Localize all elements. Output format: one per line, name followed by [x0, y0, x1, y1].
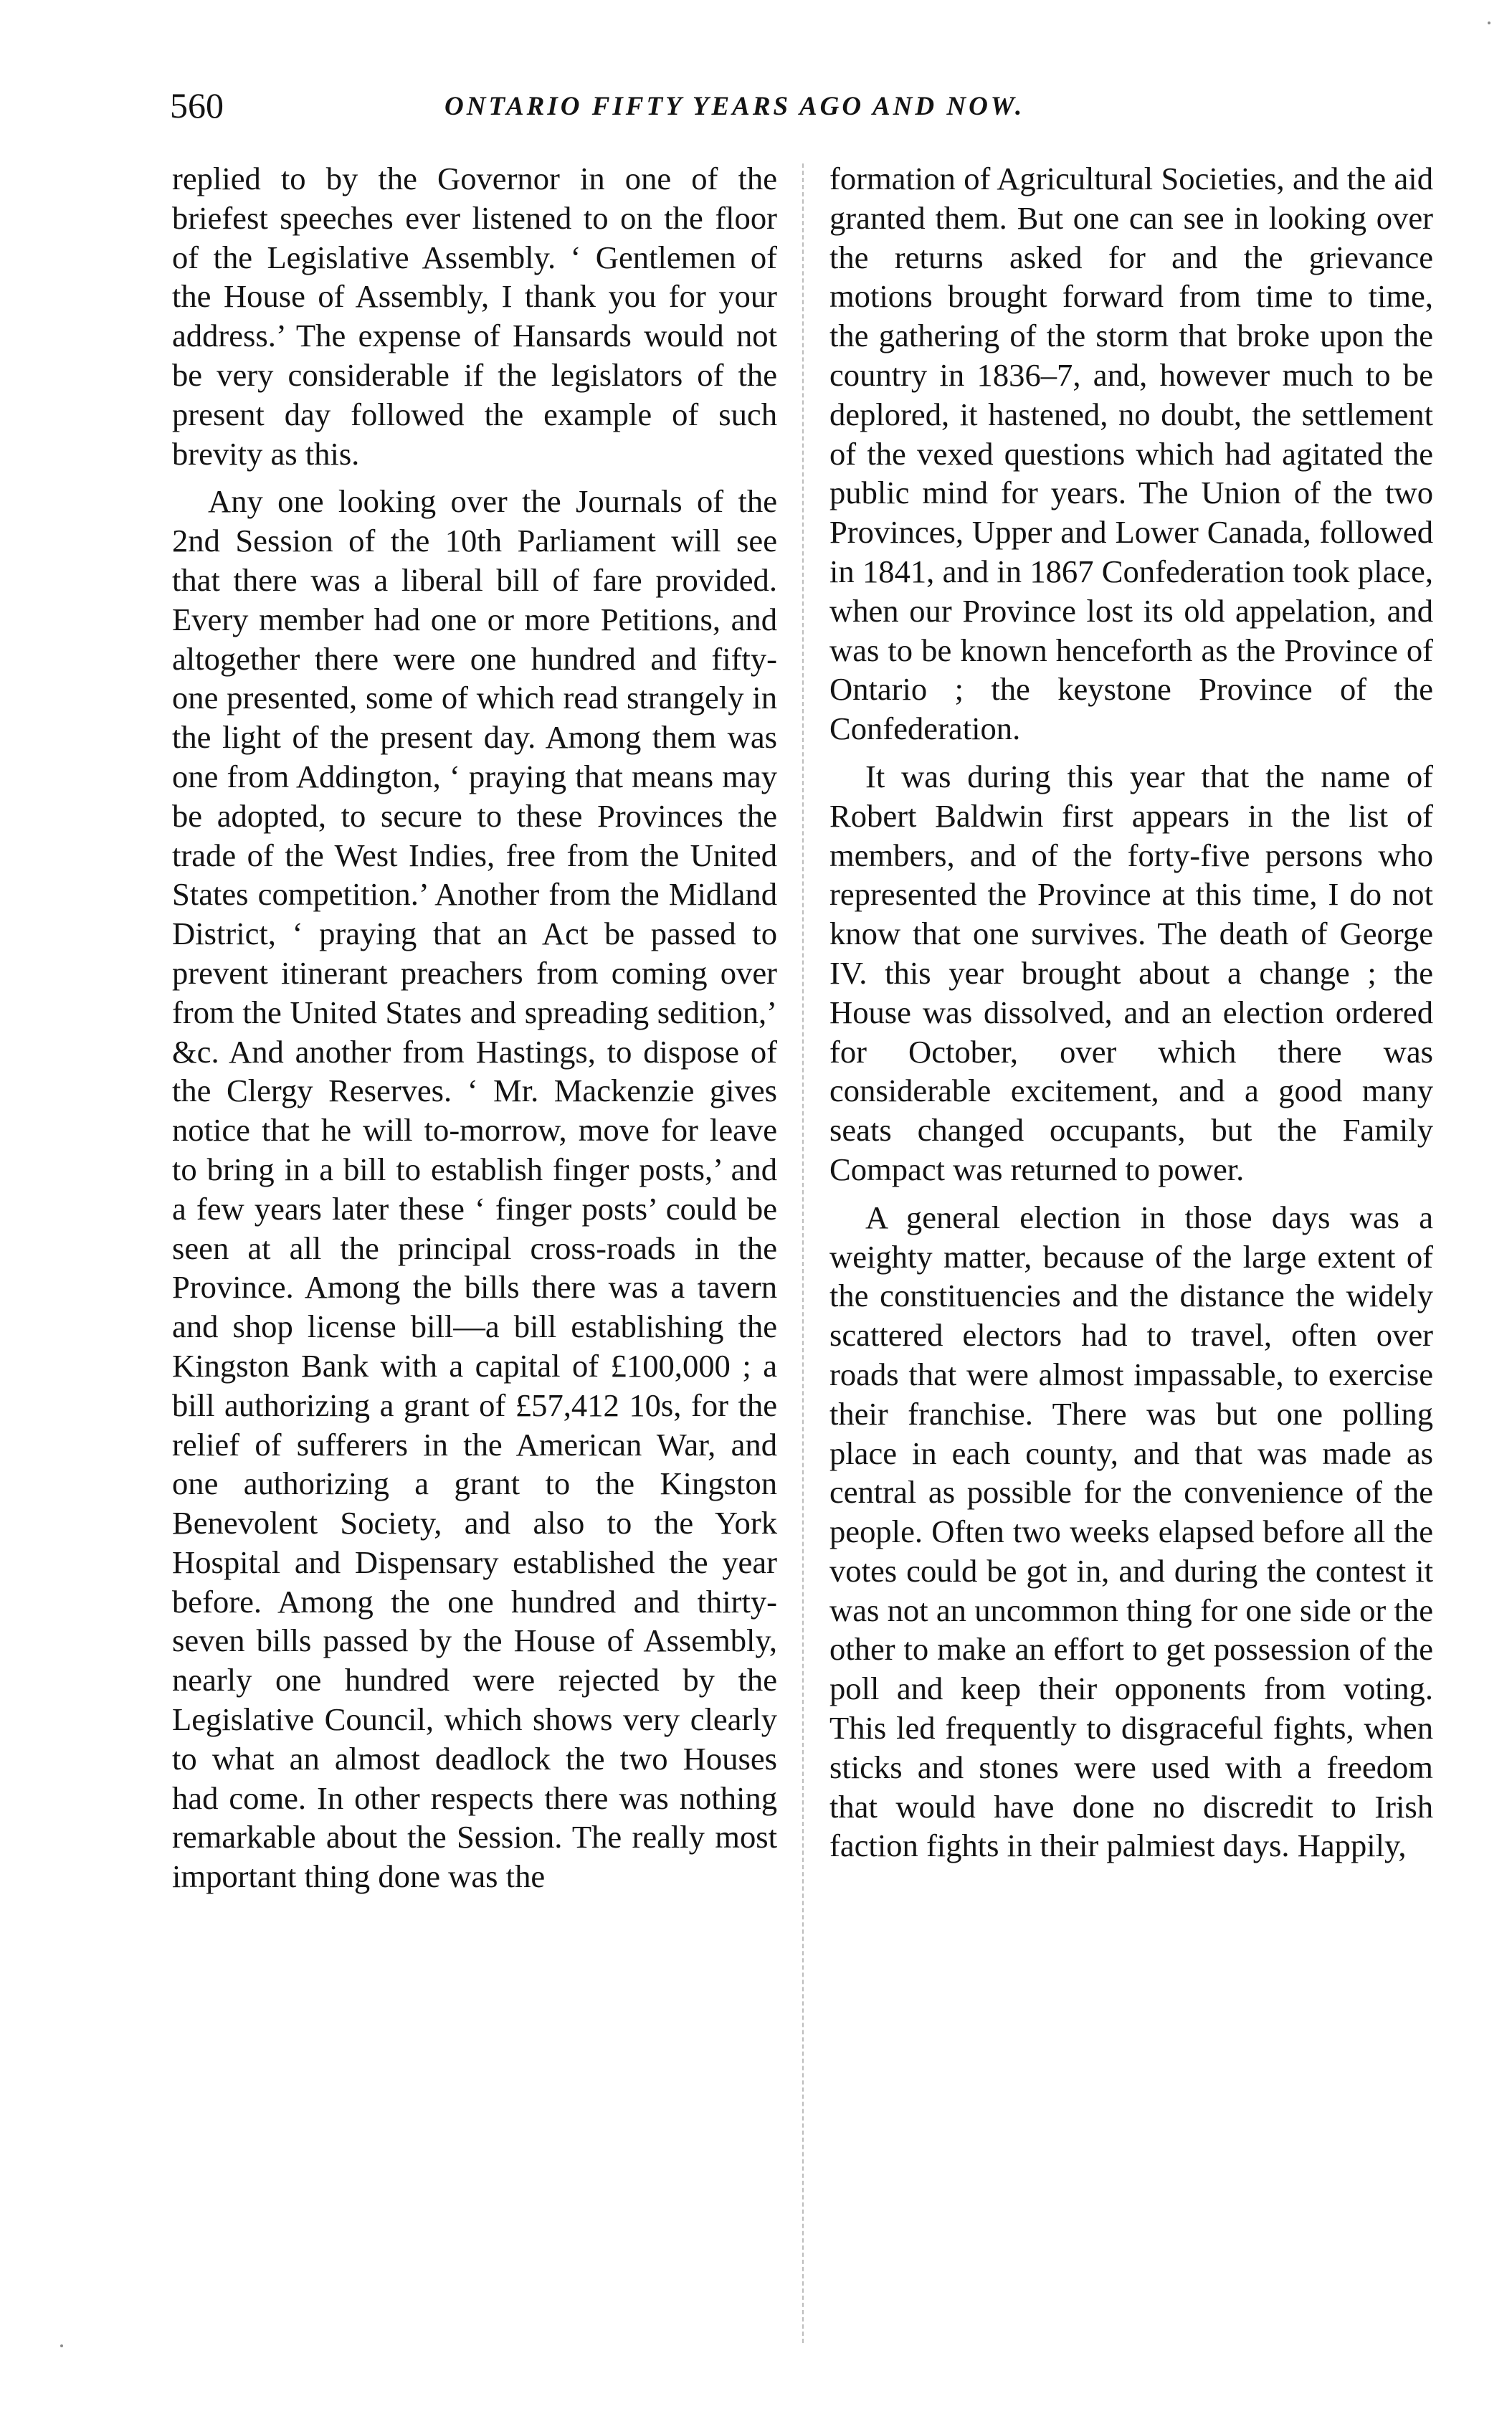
column-divider	[802, 163, 804, 2343]
left-column	[172, 159, 777, 1896]
print-speck	[60, 2344, 63, 2347]
paragraph: formation of Agricultural Societies, and the aid granted them. But one can see in looking over the returns asked for and the grievance motions brought forward from time to time, the gathering of the storm that broke upon the country in 1836–7, and, however much to be deplored, it hastened, no doubt, the settlement of the vexed questions which had agitated the public mind for years. The Union of the two Provinces, Upper and Lower Canada, followed in 1841, and in 1867 Confederation took place, when our Province lost its old appelation, and was to be known henceforth as the Province of Ontario ; the keystone Province of the Confederation.	[829, 161, 1433, 747]
paragraph: replied to by the Governor in one of the briefest speeches ever listened to on the floor of the Legislative Assembly. ‘ Gentlemen of the House of Assembly, I thank you for your address.’ The expense of Hansards would not be very considerable if the legislators of the present day followed the example of such brevity as this.	[172, 161, 777, 472]
paragraph: Any one looking over the Journals of the 2nd Session of the 10th Parliament will see that there was a liberal bill of fare provided. Every member had one or more Petitions, and altogether there were one hundred and fifty-one presented, some of which read strangely in the light of the present day. Among them was one from Addington, ‘ praying that means may be adopted, to secure to these Provinces the trade of the West Indies, free from the United States competition.’ Another from the Midland District, ‘ praying that an Act be passed to prevent itinerant preachers from coming over from the United States and spreading sedition,’ &c. And another from Hastings, to dispose of the Clergy Reserves. ‘ Mr. Mackenzie gives notice that he will to-morrow, move for leave to bring in a bill to establish finger posts,’ and a few years later these ‘ finger posts’ could be seen at all the principal cross-roads in the Province. Among the bills there was a tavern and shop license bill—a bill establishing the Kingston Bank with a capital of £100,000 ; a bill authorizing a grant of £57,412 10s, for the relief of sufferers in the American War, and one authorizing a grant to the Kingston Benevolent Society, and also to the York Hospital and Dispensary established the year before. Among the one hundred and thirty-seven bills passed by the House of Assembly, nearly one hundred were rejected by the Legislative Council, which shows very clearly to what an almost deadlock the two Houses had come. In other respects there was nothing remarkable about the Session. The really most important thing done was the	[172, 483, 777, 1895]
paragraph: A general election in those days was a weighty matter, because of the large extent of the constituencies and the distance the widely scattered electors had to travel, often over roads that were almost impassable, to exercise their franchise. There was but one polling place in each county, and that was made as central as possible for the convenience of the people. Often two weeks elapsed before all the votes could be got in, and during the contest it was not an uncommon thing for one side or the other to make an effort to get possession of the poll and keep their opponents from voting. This led frequently to disgraceful fights, when sticks and stones were used with a freedom that would have done no discredit to Irish faction fights in their palmiest days. Happily,	[829, 1199, 1433, 1864]
running-title: ONTARIO FIFTY YEARS AGO AND NOW.	[444, 92, 1025, 121]
page-number: 560	[170, 85, 224, 125]
paragraph: It was during this year that the name of Robert Baldwin first appears in the list of members, and of the forty-five persons who represented the Province at this time, I do not know that one survives. The death of George IV. this year brought about a change ; the House was dissolved, and an election ordered for October, over which there was considerable excitement, and a good many seats changed occupants, but the Family Compact was returned to power.	[829, 758, 1433, 1187]
print-speck	[1488, 22, 1490, 24]
right-column	[829, 159, 1433, 1866]
